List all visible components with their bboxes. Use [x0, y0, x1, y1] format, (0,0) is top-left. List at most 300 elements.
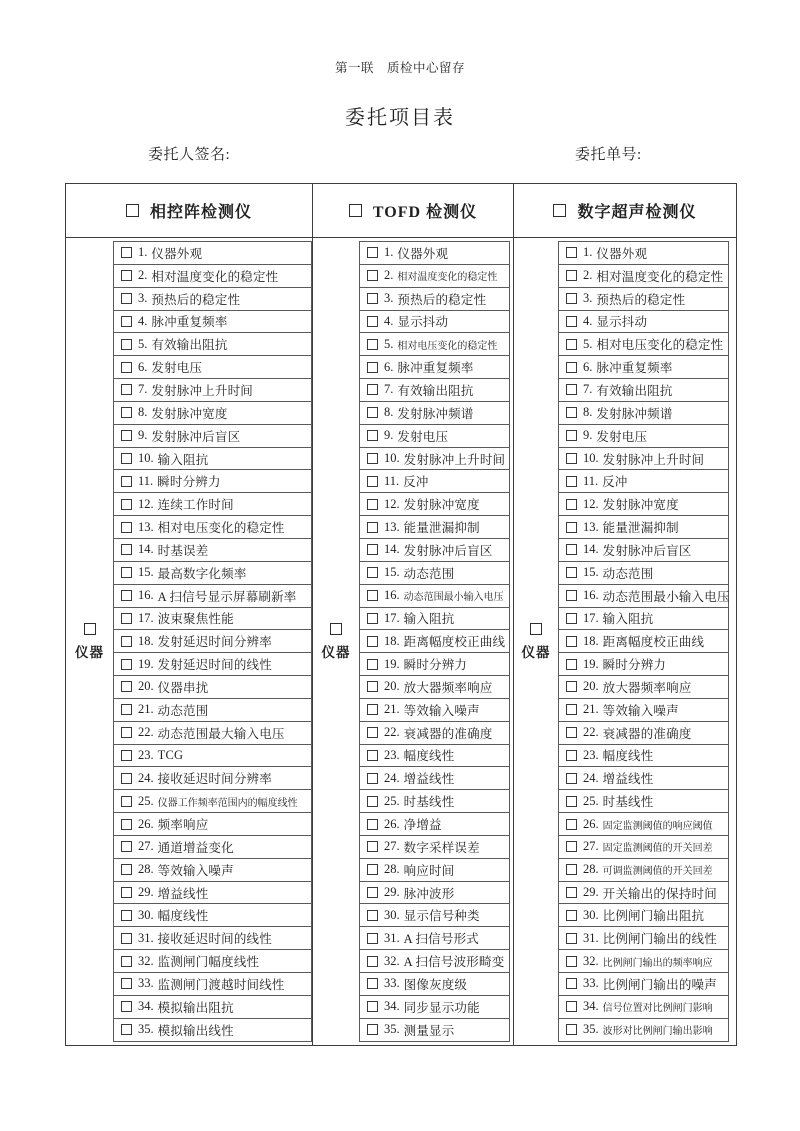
item-checkbox[interactable]: [566, 407, 577, 418]
item-checkbox[interactable]: [566, 522, 577, 533]
item-number: 27.: [384, 839, 400, 854]
item-checkbox[interactable]: [566, 773, 577, 784]
item-checkbox[interactable]: [367, 316, 378, 327]
item-checkbox[interactable]: [121, 453, 132, 464]
item-label: 发射脉冲频谱: [397, 406, 474, 421]
item-checkbox[interactable]: [121, 544, 132, 555]
item-checkbox[interactable]: [367, 887, 378, 898]
item-number: 12.: [384, 496, 400, 511]
item-checkbox[interactable]: [121, 590, 132, 601]
copy-designation: 第一联 质检中心留存: [334, 61, 465, 75]
checklist-item: [558, 972, 729, 996]
item-checkbox[interactable]: [367, 567, 378, 578]
item-checkbox[interactable]: [566, 819, 577, 830]
item-number: 7.: [384, 382, 394, 397]
checklist-items: [113, 241, 312, 1042]
item-checkbox[interactable]: [121, 750, 132, 761]
item-label: 相对电压变化的稳定性: [157, 521, 285, 536]
gutter-checkbox[interactable]: [84, 623, 96, 635]
checklist-item: [113, 789, 312, 813]
item-label: 有效输出阻抗: [151, 338, 228, 353]
item-checkbox[interactable]: [121, 362, 132, 373]
checklist-item: [359, 881, 510, 905]
item-number: 19.: [583, 656, 599, 671]
item-number: 4.: [583, 313, 593, 328]
checklist-item: [359, 698, 510, 722]
item-checkbox[interactable]: [367, 270, 378, 281]
item-number: 17.: [138, 610, 154, 625]
item-number: 14.: [138, 542, 154, 557]
checklist-item: [113, 903, 312, 927]
checklist-item: [558, 401, 729, 425]
item-label: 比例闸门输出的频率响应: [602, 957, 713, 969]
item-label: 增益线性: [157, 886, 209, 901]
item-label: 等效输入噪声: [403, 703, 480, 718]
item-number: 16.: [384, 588, 400, 603]
item-number: 12.: [583, 496, 599, 511]
item-label: 同步显示功能: [403, 1000, 480, 1015]
checklist-item: [359, 629, 510, 653]
item-checkbox[interactable]: [121, 613, 132, 624]
item-label: 动态范围最大输入电压: [157, 726, 285, 741]
item-checkbox[interactable]: [121, 339, 132, 350]
instrument-column-tofd: [313, 184, 514, 1045]
item-checkbox[interactable]: [121, 887, 132, 898]
checklist-item: [558, 310, 729, 334]
item-checkbox[interactable]: [367, 407, 378, 418]
item-checkbox[interactable]: [121, 910, 132, 921]
item-checkbox[interactable]: [121, 956, 132, 967]
item-checkbox[interactable]: [367, 384, 378, 395]
item-checkbox[interactable]: [367, 590, 378, 601]
item-checkbox[interactable]: [367, 978, 378, 989]
item-label: 信号位置对比例闸门影响: [602, 1003, 713, 1015]
checklist-item: [558, 949, 729, 973]
item-number: 13.: [384, 519, 400, 534]
checklist-item: [113, 766, 312, 790]
item-checkbox[interactable]: [367, 773, 378, 784]
item-checkbox[interactable]: [367, 750, 378, 761]
item-label: 动态范围: [157, 703, 209, 718]
item-label: 瞬时分辨力: [157, 475, 221, 490]
item-label: 比例闸门输出的线性: [602, 932, 717, 947]
item-number: 26.: [384, 816, 400, 831]
item-number: 2.: [138, 268, 148, 283]
checklist-item: [558, 721, 729, 745]
instrument-column-digital-ultrasonic: [514, 184, 736, 1045]
item-label: 图像灰度级: [403, 977, 468, 992]
item-label: 动态范围: [602, 566, 654, 581]
checklist-item: [359, 492, 510, 516]
item-label: 脉冲波形: [403, 886, 455, 901]
item-checkbox[interactable]: [121, 864, 132, 875]
item-label: 模拟输出阻抗: [157, 1000, 234, 1015]
item-label: 相对温度变化的稳定性: [151, 269, 279, 284]
item-label: 距离幅度校正曲线: [403, 635, 506, 650]
item-checkbox[interactable]: [566, 1001, 577, 1012]
item-checkbox[interactable]: [566, 1024, 577, 1035]
item-checkbox[interactable]: [566, 430, 577, 441]
item-label: 幅度线性: [157, 909, 209, 924]
item-checkbox[interactable]: [367, 933, 378, 944]
instrument-column-phased-array: [66, 184, 313, 1045]
item-number: 5.: [384, 336, 394, 351]
checklist-item: [558, 812, 729, 836]
item-checkbox[interactable]: [367, 727, 378, 738]
item-number: 11.: [583, 473, 599, 488]
checklist-item: [113, 926, 312, 950]
item-number: 35.: [583, 1022, 599, 1037]
item-checkbox[interactable]: [367, 864, 378, 875]
item-checkbox[interactable]: [121, 293, 132, 304]
item-label: 比例闸门输出阻抗: [602, 909, 705, 924]
item-label: 发射脉冲上升时间: [602, 452, 705, 467]
item-label: 发射延迟时间的线性: [157, 658, 272, 673]
item-checkbox[interactable]: [566, 841, 577, 852]
item-number: 19.: [138, 656, 154, 671]
item-number: 33.: [583, 976, 599, 991]
column-header: [514, 184, 736, 238]
item-checkbox[interactable]: [566, 362, 577, 373]
instrument-gutter: [514, 238, 558, 1045]
item-number: 17.: [384, 610, 400, 625]
item-label: 发射脉冲宽度: [403, 498, 480, 513]
item-checkbox[interactable]: [566, 796, 577, 807]
item-checkbox[interactable]: [367, 681, 378, 692]
page-title: 委托项目表: [345, 107, 455, 129]
item-checkbox[interactable]: [367, 841, 378, 852]
item-number: 10.: [583, 451, 599, 466]
item-number: 32.: [384, 953, 400, 968]
checklist-item: [558, 607, 729, 631]
item-number: 25.: [384, 793, 400, 808]
item-label: 发射脉冲后盲区: [403, 543, 493, 558]
item-checkbox[interactable]: [121, 636, 132, 647]
item-number: 21.: [384, 702, 400, 717]
checklist-item: [359, 789, 510, 813]
item-number: 35.: [384, 1022, 400, 1037]
item-checkbox[interactable]: [566, 864, 577, 875]
item-number: 31.: [138, 930, 154, 945]
instrument-name: 数字超声检测仪: [577, 204, 697, 221]
column-body: [313, 238, 513, 1045]
item-checkbox[interactable]: [121, 796, 132, 807]
item-checkbox[interactable]: [367, 659, 378, 670]
checklist-item: [113, 287, 312, 311]
column-body: [66, 238, 312, 1045]
item-label: 模拟输出线性: [157, 1023, 234, 1038]
item-checkbox[interactable]: [121, 727, 132, 738]
item-checkbox[interactable]: [367, 1024, 378, 1035]
item-checkbox[interactable]: [367, 956, 378, 967]
item-label: 相对电压变化的稳定性: [596, 338, 724, 353]
item-checkbox[interactable]: [121, 819, 132, 830]
item-checkbox[interactable]: [566, 727, 577, 738]
instrument-gutter: [313, 238, 359, 1045]
item-label: 脉冲重复频率: [596, 361, 673, 376]
checklist-item: [113, 629, 312, 653]
checklist-item: [558, 995, 729, 1019]
item-checkbox[interactable]: [367, 476, 378, 487]
item-number: 28.: [384, 862, 400, 877]
checklist-item: [558, 561, 729, 585]
checklist-item: [359, 310, 510, 334]
item-label: 反冲: [403, 475, 429, 490]
item-label: 净增益: [403, 818, 442, 833]
item-checkbox[interactable]: [121, 704, 132, 715]
item-checkbox[interactable]: [566, 681, 577, 692]
item-checkbox[interactable]: [121, 1001, 132, 1012]
item-checkbox[interactable]: [566, 636, 577, 647]
item-checkbox[interactable]: [566, 910, 577, 921]
item-checkbox[interactable]: [367, 362, 378, 373]
item-checkbox[interactable]: [121, 247, 132, 258]
checklist-item: [558, 424, 729, 448]
item-checkbox[interactable]: [367, 819, 378, 830]
item-label: 增益线性: [403, 772, 455, 787]
item-label: 测量显示: [403, 1023, 455, 1038]
item-number: 24.: [583, 770, 599, 785]
item-label: 预热后的稳定性: [151, 292, 241, 307]
item-number: 18.: [384, 633, 400, 648]
checklist-item: [113, 1018, 312, 1042]
checklist-item: [558, 629, 729, 653]
item-checkbox[interactable]: [566, 887, 577, 898]
item-checkbox[interactable]: [367, 544, 378, 555]
item-checkbox[interactable]: [566, 956, 577, 967]
item-number: 15.: [583, 565, 599, 580]
item-label: A 扫信号形式: [403, 932, 479, 947]
item-checkbox[interactable]: [121, 773, 132, 784]
checklist-item: [558, 332, 729, 356]
item-checkbox[interactable]: [566, 339, 577, 350]
checklist-item: [113, 835, 312, 859]
item-label: 脉冲重复频率: [397, 361, 474, 376]
instrument-checkbox[interactable]: [126, 204, 139, 217]
checklist-item: [113, 515, 312, 539]
item-label: 距离幅度校正曲线: [602, 635, 705, 650]
checklist-item: [558, 287, 729, 311]
checklist-item: [359, 332, 510, 356]
item-label: 发射脉冲后盲区: [602, 543, 692, 558]
checklist-item: [359, 561, 510, 585]
item-label: 发射电压: [397, 429, 449, 444]
checklist-item: [113, 995, 312, 1019]
checklist-item: [558, 903, 729, 927]
checklist-item: [359, 241, 510, 265]
item-checkbox[interactable]: [566, 270, 577, 281]
item-checkbox[interactable]: [121, 384, 132, 395]
item-number: 11.: [384, 473, 400, 488]
item-number: 9.: [583, 428, 593, 443]
checklist-item: [558, 675, 729, 699]
checklist-item: [558, 538, 729, 562]
item-checkbox[interactable]: [566, 659, 577, 670]
item-number: 22.: [384, 725, 400, 740]
item-number: 3.: [138, 291, 148, 306]
item-checkbox[interactable]: [367, 430, 378, 441]
gutter-checkbox[interactable]: [330, 623, 342, 635]
item-number: 3.: [583, 291, 593, 306]
checklist-item: [113, 744, 312, 768]
item-label: 发射脉冲频谱: [596, 406, 673, 421]
item-checkbox[interactable]: [367, 247, 378, 258]
item-label: 时基线性: [403, 795, 455, 810]
item-checkbox[interactable]: [566, 384, 577, 395]
item-checkbox[interactable]: [566, 544, 577, 555]
item-checkbox[interactable]: [566, 499, 577, 510]
item-label: 有效输出阻抗: [596, 383, 673, 398]
item-checkbox[interactable]: [566, 750, 577, 761]
item-number: 16.: [583, 588, 599, 603]
checklist-item: [113, 310, 312, 334]
item-number: 4.: [138, 313, 148, 328]
item-label: 反冲: [602, 475, 628, 490]
item-checkbox[interactable]: [367, 796, 378, 807]
item-label: 相对电压变化的稳定性: [397, 340, 498, 352]
checklist-item: [359, 835, 510, 859]
item-checkbox[interactable]: [121, 978, 132, 989]
item-label: 相对温度变化的稳定性: [596, 269, 724, 284]
item-checkbox[interactable]: [367, 704, 378, 715]
gutter-label: 仪器: [521, 644, 551, 660]
item-checkbox[interactable]: [566, 316, 577, 327]
checklist-item: [359, 926, 510, 950]
checklist-item: [558, 264, 729, 288]
item-checkbox[interactable]: [121, 1024, 132, 1035]
checklist-item: [359, 469, 510, 493]
item-checkbox[interactable]: [121, 499, 132, 510]
item-number: 25.: [583, 793, 599, 808]
checklist-item: [113, 698, 312, 722]
item-checkbox[interactable]: [367, 636, 378, 647]
item-checkbox[interactable]: [367, 613, 378, 624]
checklist-item: [359, 538, 510, 562]
item-label: 仪器串扰: [157, 680, 209, 695]
checklist-item: [359, 744, 510, 768]
item-checkbox[interactable]: [566, 247, 577, 258]
item-label: 能量泄漏抑制: [403, 521, 480, 536]
item-number: 27.: [138, 839, 154, 854]
instrument-checkbox[interactable]: [553, 204, 566, 217]
item-number: 30.: [583, 907, 599, 922]
item-number: 4.: [384, 313, 394, 328]
item-label: 最高数字化频率: [157, 566, 247, 581]
item-label: 波束聚焦性能: [157, 612, 234, 627]
item-number: 23.: [583, 747, 599, 762]
item-checkbox[interactable]: [367, 453, 378, 464]
item-checkbox[interactable]: [121, 841, 132, 852]
item-checkbox[interactable]: [121, 270, 132, 281]
item-checkbox[interactable]: [367, 339, 378, 350]
item-number: 6.: [138, 359, 148, 374]
item-checkbox[interactable]: [121, 659, 132, 670]
item-number: 19.: [384, 656, 400, 671]
checklist-item: [113, 264, 312, 288]
checklist-item: [113, 721, 312, 745]
client-signature-label: 委托人签名:: [148, 147, 231, 163]
item-number: 33.: [384, 976, 400, 991]
item-checkbox[interactable]: [566, 704, 577, 715]
checklist-item: [558, 447, 729, 471]
item-label: 发射脉冲宽度: [151, 406, 228, 421]
item-label: 发射脉冲上升时间: [403, 452, 506, 467]
item-checkbox[interactable]: [367, 499, 378, 510]
gutter-checkbox[interactable]: [530, 623, 542, 635]
item-checkbox[interactable]: [566, 590, 577, 601]
item-number: 15.: [138, 565, 154, 580]
item-number: 28.: [583, 862, 599, 877]
gutter-label: 仪器: [321, 644, 351, 660]
item-label: 频率响应: [157, 818, 209, 833]
checklist-item: [558, 652, 729, 676]
item-checkbox[interactable]: [566, 613, 577, 624]
checklist-item: [113, 858, 312, 882]
item-checkbox[interactable]: [121, 476, 132, 487]
item-number: 13.: [138, 519, 154, 534]
checklist-item: [113, 332, 312, 356]
item-number: 9.: [138, 428, 148, 443]
item-label: 等效输入噪声: [602, 703, 679, 718]
item-label: 显示信号种类: [403, 909, 480, 924]
item-checkbox[interactable]: [367, 1001, 378, 1012]
checklist-item: [359, 401, 510, 425]
item-number: 7.: [583, 382, 593, 397]
item-checkbox[interactable]: [121, 522, 132, 533]
item-checkbox[interactable]: [566, 978, 577, 989]
item-checkbox[interactable]: [121, 316, 132, 327]
item-number: 29.: [583, 885, 599, 900]
checklist-table: [65, 183, 737, 1046]
item-checkbox[interactable]: [566, 567, 577, 578]
item-number: 29.: [138, 885, 154, 900]
item-number: 6.: [384, 359, 394, 374]
item-checkbox[interactable]: [121, 407, 132, 418]
item-checkbox[interactable]: [121, 681, 132, 692]
item-checkbox[interactable]: [121, 430, 132, 441]
checklist-item: [359, 972, 510, 996]
instrument-name: 相控阵检测仪: [149, 204, 252, 221]
item-checkbox[interactable]: [566, 476, 577, 487]
item-number: 1.: [583, 245, 593, 260]
item-number: 8.: [384, 405, 394, 420]
checklist-item: [558, 698, 729, 722]
item-number: 10.: [384, 451, 400, 466]
item-label: 发射脉冲上升时间: [151, 383, 253, 398]
item-label: 发射电压: [596, 429, 648, 444]
item-number: 14.: [384, 542, 400, 557]
checklist-item: [113, 424, 312, 448]
item-number: 34.: [583, 999, 599, 1014]
item-checkbox[interactable]: [121, 933, 132, 944]
item-number: 35.: [138, 1022, 154, 1037]
instrument-checkbox[interactable]: [349, 204, 362, 217]
item-checkbox[interactable]: [566, 933, 577, 944]
item-checkbox[interactable]: [566, 293, 577, 304]
item-number: 23.: [384, 747, 400, 762]
item-label: 输入阻抗: [403, 612, 455, 627]
item-checkbox[interactable]: [566, 453, 577, 464]
item-checkbox[interactable]: [367, 522, 378, 533]
item-number: 11.: [138, 473, 154, 488]
checklist-item: [113, 378, 312, 402]
item-checkbox[interactable]: [121, 567, 132, 578]
item-checkbox[interactable]: [367, 293, 378, 304]
checklist-item: [113, 469, 312, 493]
item-number: 32.: [583, 953, 599, 968]
checklist-item: [359, 424, 510, 448]
item-checkbox[interactable]: [367, 910, 378, 921]
